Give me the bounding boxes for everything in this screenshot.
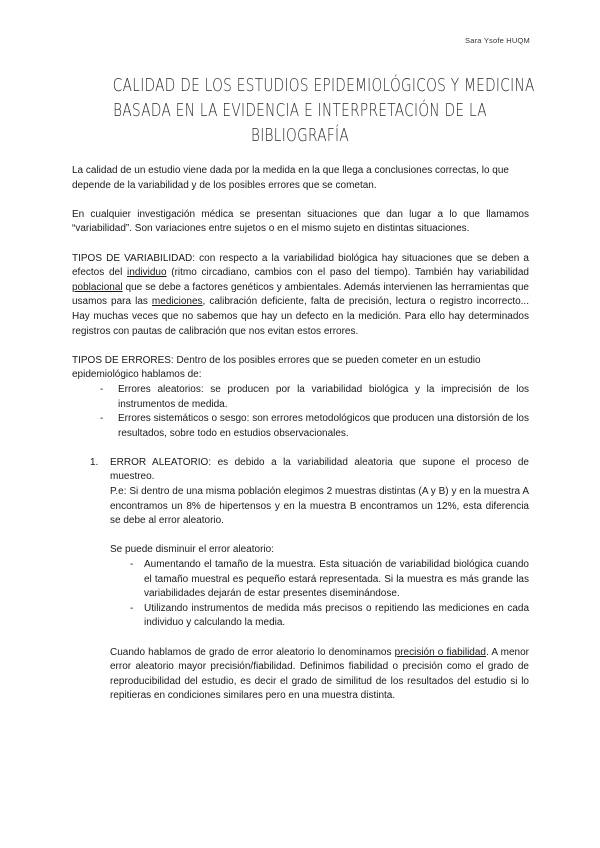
title-line-2: BASADA EN LA EVIDENCIA E INTERPRETACIÓN DE LA (113, 101, 487, 121)
reduce-intro: Se puede disminuir el error aleatorio: (110, 544, 274, 556)
error-aleatorio-heading: ERROR ALEATORIO: es debido a la variabilidad aleatoria que supone el proceso de muestreo. (110, 456, 529, 483)
underlined-term: individuo (127, 267, 167, 279)
precision-paragraph: Cuando hablamos de grado de error aleatorio lo denominamos precisión o fiabilidad. A menor error aleatorio mayor precisión/fiabilidad. Definimos fiabilidad o precisión como el grado de reproducibilidad del estudio, es decir el grado de similitud de los resultados del estudio si lo repitieras en condiciones similares pero en una muestra distinta. (110, 646, 529, 702)
author-header: Sara Ysofe HUQM (465, 36, 530, 45)
list-item: - Utilizando instrumentos de medida más precisos o repitiendo las mediciones en cada individuo y calculando la media. (144, 602, 529, 631)
underlined-term: mediciones (151, 296, 203, 308)
errores-list (72, 383, 529, 441)
intro-paragraph-2: En cualquier investigación médica se presentan situaciones que dan lugar a lo que llamamos “variabilidad”. Son variaciones entre sujetos o en el mismo sujeto en distintas situaciones. (72, 208, 529, 235)
underlined-term: poblacional (72, 281, 123, 293)
list-item: - Errores sistemáticos o sesgo: son errores metodológicos que producen una distorsión de los resultados, sobre todo en estudios observacionales. (108, 412, 529, 441)
variabilidad-paragraph: TIPOS DE VARIABILIDAD: con respecto a la variabilidad biológica hay situaciones que se deben a efectos del individuo (ritmo circadiano, cambios con el paso del tiempo). También hay variabilidad poblacional que se debe a factores genéticos y ambientales. Además intervienen las herramientas que usamos para las mediciones, calibración deficiente, falta de precisión, lectura o registro incorrecto... Hay muchas veces que no sabemos que hay un defecto en la medición. Para ello hay determinados registros con pautas de calibración que nos evitan estos errores. (72, 252, 529, 337)
intro-paragraph-1: La calidad de un estudio viene dada por la medida en la que llega a conclusiones correctas, lo que depende de la variabilidad y de los posibles errores que se cometan. (72, 165, 509, 191)
section-number: 1. (90, 456, 99, 468)
errores-intro: TIPOS DE ERRORES: Dentro de los posibles errores que se pueden cometer en un estudio epidemiológico hablamos de: (72, 354, 481, 381)
document-title (112, 74, 535, 149)
numbered-section-error-aleatorio (72, 456, 529, 704)
list-item: - Aumentando el tamaño de la muestra. Esta situación de variabilidad biológica cuando el tamaño muestral es pequeño estará representada. Si la muestra es más grande las variabilidades dejarán de estar presentes diseminándose. (144, 558, 529, 602)
title-line-1: CALIDAD DE LOS ESTUDIOS EPIDEMIOLÓGICOS Y MEDICINA (112, 76, 535, 96)
reduce-list (110, 558, 529, 631)
list-item: - Errores aleatorios: se producen por la variabilidad biológica y la imprecisión de los instrumentos de medida. (108, 383, 529, 412)
error-aleatorio-example: P.e: Si dentro de una misma población elegimos 2 muestras distintas (A y B) y en la muestra A encontramos un 8% de hipertensos y en la muestra B encontramos un 12%, esta diferencia se debe al error aleatorio. (110, 486, 529, 527)
underlined-term: precisión o fiabilidad (394, 646, 486, 658)
title-line-3: BIBLIOGRAFÍA (250, 126, 350, 146)
document-body (72, 164, 529, 719)
